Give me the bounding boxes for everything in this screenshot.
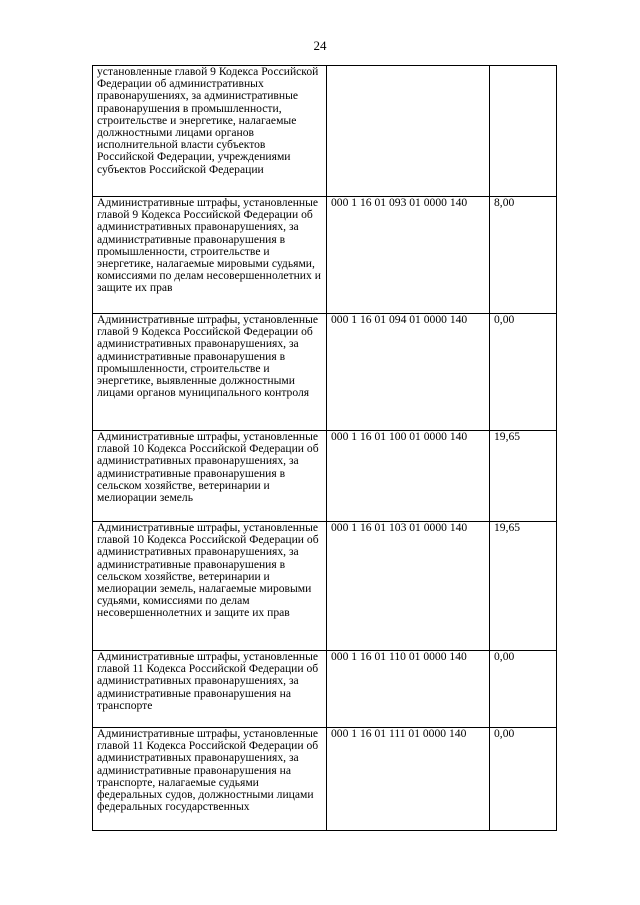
revenue-name-cell: Административные штрафы, установленные главой 9 Кодекса Российской Федерации об административных правонарушениях, за административные правонарушения в промышленности, строительстве и энергетике, налагаемые мировыми судьями, комиссиями по делам несовершеннолетних и защите их прав [93,197,327,314]
budget-code-cell: 000 1 16 01 100 01 0000 140 [327,431,490,522]
revenue-name-cell: Административные штрафы, установленные главой 11 Кодекса Российской Федерации об административных правонарушениях, за административные правонарушения на транспорте [93,651,327,728]
table-row [93,522,557,651]
amount-cell [490,66,557,197]
amount-cell: 0,00 [490,651,557,728]
budget-code-cell [327,66,490,197]
budget-code-cell: 000 1 16 01 103 01 0000 140 [327,522,490,651]
revenue-name-cell: Административные штрафы, установленные главой 9 Кодекса Российской Федерации об административных правонарушениях, за административные правонарушения в промышленности, строительстве и энергетике, выявленные должностными лицами органов муниципального контроля [93,314,327,431]
table-row [93,314,557,431]
revenue-name-cell: Административные штрафы, установленные главой 10 Кодекса Российской Федерации об административных правонарушениях, за административные правонарушения в сельском хозяйстве, ветеринарии и мелиорации земель [93,431,327,522]
table-row [93,197,557,314]
table-row [93,728,557,831]
budget-code-cell: 000 1 16 01 110 01 0000 140 [327,651,490,728]
table-row [93,66,557,197]
budget-code-cell: 000 1 16 01 111 01 0000 140 [327,728,490,831]
revenue-table [92,65,557,831]
page-number: 24 [313,38,327,53]
amount-cell: 19,65 [490,522,557,651]
table-row [93,431,557,522]
amount-cell: 8,00 [490,197,557,314]
amount-cell: 19,65 [490,431,557,522]
revenue-name-cell: Административные штрафы, установленные главой 11 Кодекса Российской Федерации об административных правонарушениях, за административные правонарушения на транспорте, налагаемые судьями федеральных судов, должностными лицами федеральных государственных [93,728,327,831]
budget-code-cell: 000 1 16 01 093 01 0000 140 [327,197,490,314]
table-row [93,651,557,728]
revenue-name-cell: установленные главой 9 Кодекса Российской Федерации об административных правонарушениях, за административные правонарушения в промышленности, строительстве и энергетике, налагаемые должностными лицами органов исполнительной власти субъектов Российской Федерации, учреждениями субъектов Российской Федерации [93,66,327,197]
amount-cell: 0,00 [490,314,557,431]
amount-cell: 0,00 [490,728,557,831]
revenue-name-cell: Административные штрафы, установленные главой 10 Кодекса Российской Федерации об административных правонарушениях, за административные правонарушения в сельском хозяйстве, ветеринарии и мелиорации земель, налагаемые мировыми судьями, комиссиями по делам несовершеннолетних и защите их прав [93,522,327,651]
budget-code-cell: 000 1 16 01 094 01 0000 140 [327,314,490,431]
